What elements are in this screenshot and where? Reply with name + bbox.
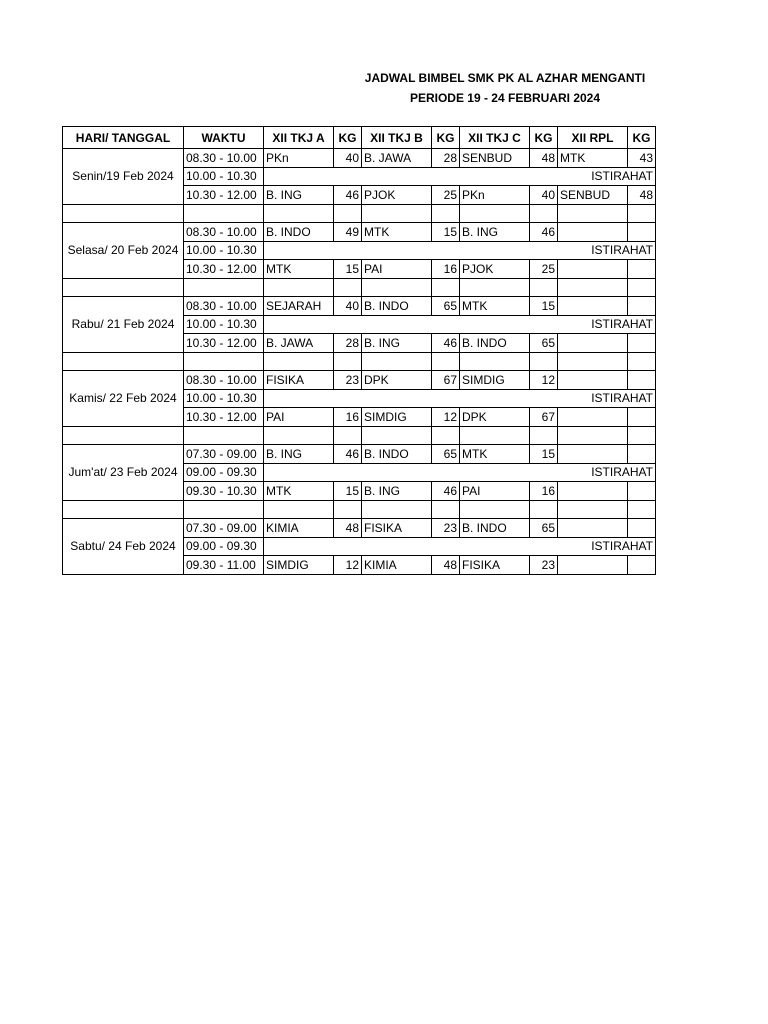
break-cell: ISTIRAHAT [264,537,656,556]
kg-cell: 65 [432,297,460,316]
spacer-row [63,500,656,519]
header-row [63,127,656,149]
subject-cell: B. ING [362,482,432,501]
document-period: PERIODE 19 - 24 FEBRUARI 2024 [409,91,601,105]
subject-cell [558,223,628,242]
subject-cell: PJOK [362,186,432,205]
table-row [63,223,656,242]
header-xii-tkj-c: XII TKJ C [460,127,530,149]
kg-cell: 49 [334,223,362,242]
subject-cell: SENBUD [460,149,530,168]
subject-cell: PAI [460,482,530,501]
kg-cell: 15 [530,297,558,316]
time-cell: 10.30 - 12.00 [184,260,264,279]
kg-cell: 43 [628,149,656,168]
table-row [63,297,656,316]
kg-cell: 65 [432,445,460,464]
subject-cell [558,482,628,501]
kg-cell [628,371,656,390]
subject-cell: MTK [264,482,334,501]
time-cell: 08.30 - 10.00 [184,297,264,316]
kg-cell [628,482,656,501]
time-cell: 09.00 - 09.30 [184,537,264,556]
spacer-row [63,204,656,223]
break-cell: ISTIRAHAT [264,167,656,186]
subject-cell: B. ING [362,334,432,353]
kg-cell: 65 [530,519,558,538]
subject-cell: PJOK [460,260,530,279]
kg-cell: 16 [432,260,460,279]
subject-cell: B. JAWA [362,149,432,168]
kg-cell: 40 [334,297,362,316]
time-cell: 10.00 - 10.30 [184,315,264,334]
subject-cell: B. ING [264,186,334,205]
time-cell: 10.30 - 12.00 [184,334,264,353]
subject-cell: B. JAWA [264,334,334,353]
time-cell: 09.30 - 11.00 [184,556,264,575]
subject-cell [558,408,628,427]
kg-cell: 28 [334,334,362,353]
break-cell: ISTIRAHAT [264,389,656,408]
time-cell: 10.30 - 12.00 [184,408,264,427]
kg-cell [628,334,656,353]
table-row [63,149,656,168]
subject-cell: MTK [362,223,432,242]
kg-cell: 15 [432,223,460,242]
kg-cell: 46 [334,186,362,205]
time-cell: 08.30 - 10.00 [184,223,264,242]
subject-cell [558,556,628,575]
break-cell: ISTIRAHAT [264,463,656,482]
header-hari-tanggal: HARI/ TANGGAL [63,127,184,149]
kg-cell: 40 [530,186,558,205]
kg-cell: 48 [334,519,362,538]
time-cell: 09.00 - 09.30 [184,463,264,482]
spacer-row [63,352,656,371]
kg-cell: 15 [334,482,362,501]
kg-cell: 23 [432,519,460,538]
kg-cell: 48 [628,186,656,205]
kg-cell: 16 [334,408,362,427]
subject-cell: PAI [264,408,334,427]
spacer-row [63,278,656,297]
subject-cell: MTK [460,297,530,316]
kg-cell [628,223,656,242]
kg-cell: 12 [530,371,558,390]
subject-cell: DPK [460,408,530,427]
break-cell: ISTIRAHAT [264,241,656,260]
day-cell: Senin/19 Feb 2024 [63,149,184,205]
time-cell: 09.30 - 10.30 [184,482,264,501]
time-cell: 10.00 - 10.30 [184,241,264,260]
time-cell: 10.30 - 12.00 [184,186,264,205]
header-kg-c: KG [530,127,558,149]
header-xii-tkj-b: XII TKJ B [362,127,432,149]
subject-cell: PKn [460,186,530,205]
day-cell: Sabtu/ 24 Feb 2024 [63,519,184,575]
kg-cell [628,297,656,316]
kg-cell [628,408,656,427]
kg-cell [628,260,656,279]
kg-cell: 23 [530,556,558,575]
subject-cell: B. ING [264,445,334,464]
day-cell: Jum'at/ 23 Feb 2024 [63,445,184,501]
spacer-row [63,426,656,445]
subject-cell: DPK [362,371,432,390]
subject-cell: FISIKA [264,371,334,390]
kg-cell: 67 [530,408,558,427]
subject-cell: SIMDIG [362,408,432,427]
kg-cell: 46 [334,445,362,464]
time-cell: 07.30 - 09.00 [184,519,264,538]
header-kg-a: KG [334,127,362,149]
subject-cell: FISIKA [362,519,432,538]
subject-cell: B. INDO [460,334,530,353]
table-row [63,371,656,390]
kg-cell: 12 [334,556,362,575]
subject-cell: B. INDO [264,223,334,242]
subject-cell: PKn [264,149,334,168]
table-row [63,519,656,538]
kg-cell: 25 [432,186,460,205]
day-cell: Kamis/ 22 Feb 2024 [63,371,184,427]
kg-cell: 46 [432,334,460,353]
kg-cell: 16 [530,482,558,501]
kg-cell: 48 [530,149,558,168]
day-cell: Selasa/ 20 Feb 2024 [63,223,184,279]
subject-cell: B. INDO [460,519,530,538]
kg-cell [628,519,656,538]
subject-cell [558,519,628,538]
header-kg-b: KG [432,127,460,149]
subject-cell [558,371,628,390]
kg-cell [628,445,656,464]
kg-cell: 46 [432,482,460,501]
subject-cell: SIMDIG [264,556,334,575]
time-cell: 10.00 - 10.30 [184,389,264,408]
subject-cell: KIMIA [362,556,432,575]
kg-cell: 48 [432,556,460,575]
header-xii-tkj-a: XII TKJ A [264,127,334,149]
kg-cell: 23 [334,371,362,390]
time-cell: 10.00 - 10.30 [184,167,264,186]
subject-cell: B. INDO [362,445,432,464]
kg-cell: 65 [530,334,558,353]
day-cell: Rabu/ 21 Feb 2024 [63,297,184,353]
table-row [63,445,656,464]
kg-cell: 28 [432,149,460,168]
time-cell: 08.30 - 10.00 [184,149,264,168]
kg-cell: 67 [432,371,460,390]
kg-cell: 15 [334,260,362,279]
subject-cell: SIMDIG [460,371,530,390]
subject-cell [558,334,628,353]
header-kg-rpl: KG [628,127,656,149]
header-waktu: WAKTU [184,127,264,149]
header-xii-rpl: XII RPL [558,127,628,149]
subject-cell: MTK [264,260,334,279]
time-cell: 08.30 - 10.00 [184,371,264,390]
subject-cell: KIMIA [264,519,334,538]
kg-cell [628,556,656,575]
break-cell: ISTIRAHAT [264,315,656,334]
subject-cell: MTK [460,445,530,464]
subject-cell: B. ING [460,223,530,242]
subject-cell: B. INDO [362,297,432,316]
subject-cell: MTK [558,149,628,168]
kg-cell: 25 [530,260,558,279]
subject-cell: SEJARAH [264,297,334,316]
subject-cell: PAI [362,260,432,279]
subject-cell [558,260,628,279]
document-title: JADWAL BIMBEL SMK PK AL AZHAR MENGANTI [364,71,646,85]
kg-cell: 12 [432,408,460,427]
subject-cell: FISIKA [460,556,530,575]
time-cell: 07.30 - 09.00 [184,445,264,464]
subject-cell [558,445,628,464]
kg-cell: 40 [334,149,362,168]
subject-cell [558,297,628,316]
kg-cell: 15 [530,445,558,464]
schedule-table [62,126,656,575]
subject-cell: SENBUD [558,186,628,205]
kg-cell: 46 [530,223,558,242]
